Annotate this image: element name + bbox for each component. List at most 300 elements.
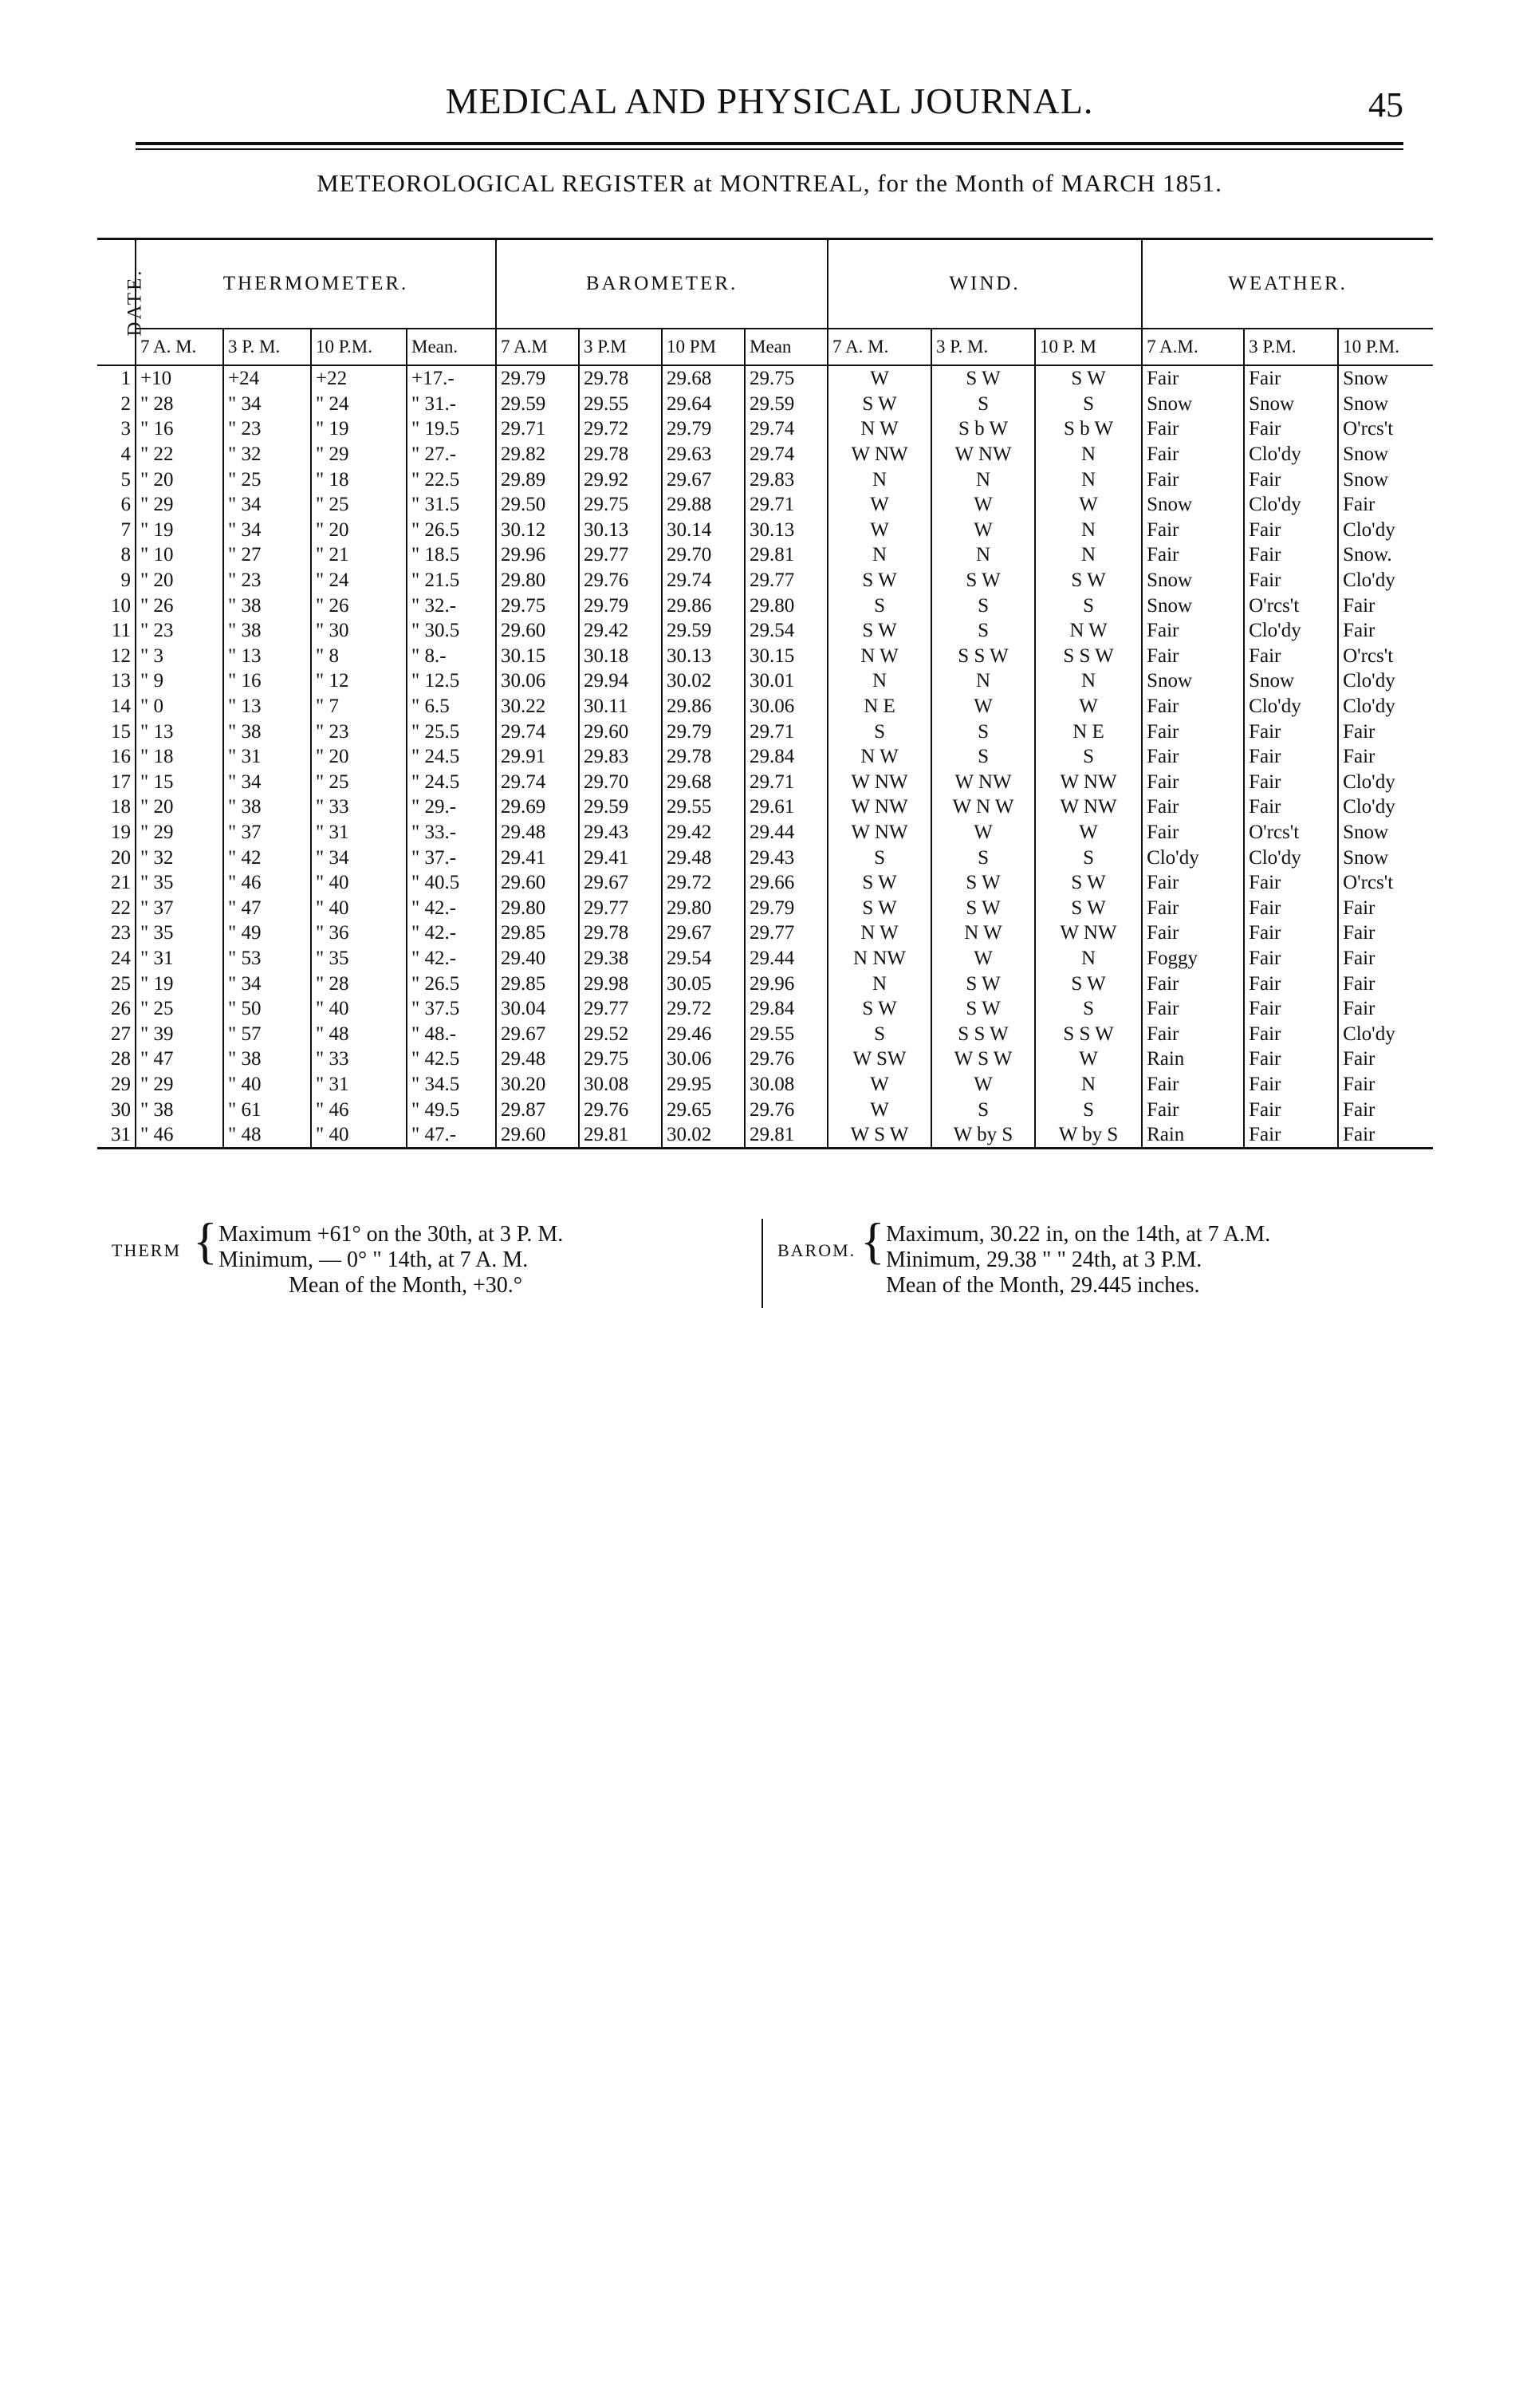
- therm-10pm-cell: " 40: [311, 895, 407, 920]
- weather-7am-cell: Rain: [1142, 1046, 1244, 1072]
- wind-10pm-cell: S W: [1035, 895, 1142, 920]
- wind-10pm-cell: S S W: [1035, 1021, 1142, 1046]
- therm-3pm-cell: +24: [223, 365, 311, 392]
- day-cell: 15: [111, 720, 131, 743]
- day-cell: 1: [120, 368, 131, 390]
- baro-3pm-cell: 29.60: [579, 719, 662, 744]
- wind-10pm-cell: N: [1035, 1072, 1142, 1098]
- subheader-row: [97, 329, 1433, 365]
- day-cell: 30: [111, 1098, 131, 1121]
- weather-3pm-cell: Clo'dy: [1244, 442, 1338, 467]
- weather-10pm-cell: Fair: [1338, 1097, 1433, 1122]
- wind-3pm-cell: S W: [931, 870, 1035, 896]
- wind-3pm-cell: S S W: [931, 1021, 1035, 1046]
- wind-7am-cell: N: [828, 668, 931, 694]
- running-title: MEDICAL AND PHYSICAL JOURNAL.: [445, 81, 1094, 121]
- baro-10pm-cell: 29.63: [662, 442, 745, 467]
- baro-mean-cell: 30.13: [745, 518, 828, 543]
- table-row: [97, 870, 1433, 896]
- table-row: [97, 1021, 1433, 1046]
- therm-7am-cell: " 46: [136, 1122, 223, 1149]
- weather-3pm-cell: Fair: [1244, 568, 1338, 593]
- wind-3pm-cell: W N W: [931, 794, 1035, 820]
- subhead-therm-10pm: 10 P.M.: [311, 329, 407, 365]
- wind-7am-cell: W SW: [828, 1046, 931, 1072]
- weather-3pm-cell: Fair: [1244, 365, 1338, 392]
- day-cell: 28: [111, 1048, 131, 1070]
- subhead-therm-mean: Mean.: [407, 329, 496, 365]
- weather-3pm-cell: Fair: [1244, 1046, 1338, 1072]
- baro-10pm-cell: 29.79: [662, 416, 745, 442]
- wind-7am-cell: W NW: [828, 442, 931, 467]
- subhead-therm-7am: 7 A. M.: [136, 329, 223, 365]
- barom-minimum: Minimum, 29.38 " " 24th, at 3 P.M.: [886, 1247, 1202, 1272]
- therm-10pm-cell: " 46: [311, 1097, 407, 1122]
- table-row: [97, 770, 1433, 795]
- weather-3pm-cell: Fair: [1244, 770, 1338, 795]
- therm-10pm-cell: " 20: [311, 518, 407, 543]
- baro-10pm-cell: 29.86: [662, 593, 745, 618]
- baro-mean-cell: 30.01: [745, 668, 828, 694]
- table-row: [97, 694, 1433, 719]
- therm-7am-cell: " 10: [136, 542, 223, 568]
- wind-10pm-cell: N: [1035, 668, 1142, 694]
- therm-7am-cell: +10: [136, 365, 223, 392]
- wind-7am-cell: N W: [828, 920, 931, 946]
- weather-3pm-cell: Fair: [1244, 946, 1338, 971]
- therm-3pm-cell: " 25: [223, 467, 311, 492]
- weather-10pm-cell: Clo'dy: [1338, 694, 1433, 719]
- wind-7am-cell: N E: [828, 694, 931, 719]
- wind-7am-cell: W S W: [828, 1122, 931, 1149]
- therm-7am-cell: " 23: [136, 618, 223, 644]
- therm-7am-cell: " 0: [136, 694, 223, 719]
- day-cell: 18: [111, 796, 131, 818]
- baro-10pm-cell: 29.68: [662, 770, 745, 795]
- wind-3pm-cell: S S W: [931, 644, 1035, 669]
- table-row: [97, 365, 1433, 392]
- wind-7am-cell: S W: [828, 895, 931, 920]
- baro-3pm-cell: 29.78: [579, 442, 662, 467]
- weather-10pm-cell: Fair: [1338, 492, 1433, 518]
- day-cell: 17: [111, 770, 131, 793]
- therm-3pm-cell: " 50: [223, 996, 311, 1022]
- baro-mean-cell: 29.84: [745, 996, 828, 1022]
- wind-7am-cell: S W: [828, 618, 931, 644]
- wind-3pm-cell: S: [931, 593, 1035, 618]
- baro-10pm-cell: 30.14: [662, 518, 745, 543]
- wind-10pm-cell: S: [1035, 845, 1142, 870]
- wind-3pm-cell: S W: [931, 895, 1035, 920]
- therm-10pm-cell: " 34: [311, 845, 407, 870]
- baro-7am-cell: 30.15: [496, 644, 579, 669]
- weather-7am-cell: Snow: [1142, 668, 1244, 694]
- baro-mean-cell: 29.71: [745, 719, 828, 744]
- baro-7am-cell: 29.85: [496, 971, 579, 996]
- wind-10pm-cell: N: [1035, 518, 1142, 543]
- table-row: [97, 392, 1433, 417]
- wind-7am-cell: S: [828, 845, 931, 870]
- weather-7am-cell: Fair: [1142, 971, 1244, 996]
- day-cell: 29: [111, 1073, 131, 1095]
- therm-mean-cell: " 19.5: [407, 416, 496, 442]
- weather-7am-cell: Foggy: [1142, 946, 1244, 971]
- baro-3pm-cell: 30.11: [579, 694, 662, 719]
- baro-mean-cell: 29.81: [745, 542, 828, 568]
- weather-10pm-cell: Fair: [1338, 971, 1433, 996]
- baro-10pm-cell: 29.95: [662, 1072, 745, 1098]
- wind-7am-cell: S W: [828, 568, 931, 593]
- baro-10pm-cell: 29.74: [662, 568, 745, 593]
- baro-3pm-cell: 29.59: [579, 794, 662, 820]
- baro-7am-cell: 29.80: [496, 895, 579, 920]
- barom-brace-icon: {: [860, 1212, 885, 1269]
- baro-3pm-cell: 29.55: [579, 392, 662, 417]
- therm-3pm-cell: " 37: [223, 820, 311, 845]
- therm-10pm-cell: " 36: [311, 920, 407, 946]
- baro-3pm-cell: 29.72: [579, 416, 662, 442]
- baro-7am-cell: 29.82: [496, 442, 579, 467]
- thermometer-header: THERMOMETER.: [136, 239, 496, 329]
- subhead-therm-3pm: 3 P. M.: [223, 329, 311, 365]
- baro-7am-cell: 29.85: [496, 920, 579, 946]
- weather-7am-cell: Fair: [1142, 1021, 1244, 1046]
- therm-7am-cell: " 19: [136, 971, 223, 996]
- baro-7am-cell: 29.80: [496, 568, 579, 593]
- day-cell: 8: [120, 544, 131, 566]
- baro-3pm-cell: 29.79: [579, 593, 662, 618]
- table-row: [97, 542, 1433, 568]
- baro-mean-cell: 29.76: [745, 1046, 828, 1072]
- baro-mean-cell: 29.83: [745, 467, 828, 492]
- wind-7am-cell: W: [828, 1097, 931, 1122]
- therm-3pm-cell: " 23: [223, 568, 311, 593]
- therm-mean-cell: " 26.5: [407, 518, 496, 543]
- baro-3pm-cell: 29.75: [579, 492, 662, 518]
- day-cell: 31: [97, 1122, 136, 1149]
- baro-7am-cell: 29.75: [496, 593, 579, 618]
- baro-10pm-cell: 29.42: [662, 820, 745, 845]
- table-row: [97, 895, 1433, 920]
- baro-3pm-cell: 29.78: [579, 365, 662, 392]
- therm-3pm-cell: " 27: [223, 542, 311, 568]
- therm-3pm-cell: " 34: [223, 770, 311, 795]
- table-row: [97, 1122, 1433, 1149]
- barom-maximum: Maximum, 30.22 in, on the 14th, at 7 A.M.: [886, 1222, 1271, 1247]
- wind-3pm-cell: S: [931, 744, 1035, 770]
- therm-7am-cell: " 20: [136, 794, 223, 820]
- therm-mean-cell: " 24.5: [407, 770, 496, 795]
- weather-10pm-cell: Fair: [1338, 593, 1433, 618]
- baro-10pm-cell: 29.48: [662, 845, 745, 870]
- therm-7am-cell: " 9: [136, 668, 223, 694]
- wind-7am-cell: N NW: [828, 946, 931, 971]
- therm-summary-label: THERM: [112, 1240, 181, 1260]
- therm-7am-cell: " 3: [136, 644, 223, 669]
- table-row: [97, 568, 1433, 593]
- weather-10pm-cell: Fair: [1338, 744, 1433, 770]
- therm-10pm-cell: " 40: [311, 870, 407, 896]
- wind-10pm-cell: S S W: [1035, 644, 1142, 669]
- baro-7am-cell: 30.04: [496, 996, 579, 1022]
- weather-10pm-cell: Snow: [1338, 845, 1433, 870]
- therm-3pm-cell: " 46: [223, 870, 311, 896]
- baro-10pm-cell: 29.70: [662, 542, 745, 568]
- therm-7am-cell: " 28: [136, 392, 223, 417]
- baro-10pm-cell: 29.88: [662, 492, 745, 518]
- wind-10pm-cell: S: [1035, 744, 1142, 770]
- baro-3pm-cell: 29.92: [579, 467, 662, 492]
- wind-3pm-cell: W: [931, 518, 1035, 543]
- therm-mean-cell: " 30.5: [407, 618, 496, 644]
- baro-mean-cell: 29.66: [745, 870, 828, 896]
- wind-10pm-cell: S W: [1035, 870, 1142, 896]
- baro-7am-cell: 29.71: [496, 416, 579, 442]
- therm-mean-cell: " 33.-: [407, 820, 496, 845]
- therm-3pm-cell: " 38: [223, 618, 311, 644]
- therm-mean-cell: " 25.5: [407, 719, 496, 744]
- wind-header: WIND.: [828, 239, 1142, 329]
- page-number: 45: [1368, 85, 1403, 124]
- baro-mean-cell: 29.59: [745, 392, 828, 417]
- baro-3pm-cell: 30.13: [579, 518, 662, 543]
- barometer-header: BAROMETER.: [496, 239, 828, 329]
- table-row: [97, 1072, 1433, 1098]
- therm-maximum: Maximum +61° on the 30th, at 3 P. M.: [218, 1222, 564, 1247]
- day-cell: 9: [120, 569, 131, 592]
- baro-7am-cell: 29.59: [496, 392, 579, 417]
- wind-7am-cell: S: [828, 593, 931, 618]
- therm-7am-cell: " 29: [136, 492, 223, 518]
- wind-3pm-cell: S: [931, 1097, 1035, 1122]
- subhead-baro-10pm: 10 PM: [662, 329, 745, 365]
- weather-7am-cell: Snow: [1142, 593, 1244, 618]
- wind-3pm-cell: S W: [931, 996, 1035, 1022]
- therm-10pm-cell: " 48: [311, 1021, 407, 1046]
- weather-10pm-cell: Snow: [1338, 392, 1433, 417]
- weather-3pm-cell: Fair: [1244, 971, 1338, 996]
- wind-10pm-cell: W NW: [1035, 920, 1142, 946]
- wind-3pm-cell: W by S: [931, 1122, 1035, 1149]
- baro-3pm-cell: 29.77: [579, 542, 662, 568]
- therm-10pm-cell: " 21: [311, 542, 407, 568]
- therm-3pm-cell: " 42: [223, 845, 311, 870]
- weather-3pm-cell: Fair: [1244, 1072, 1338, 1098]
- table-row: [97, 971, 1433, 996]
- therm-mean-cell: " 32.-: [407, 593, 496, 618]
- weather-7am-cell: Fair: [1142, 895, 1244, 920]
- therm-mean-cell: " 21.5: [407, 568, 496, 593]
- weather-10pm-cell: Clo'dy: [1338, 770, 1433, 795]
- day-cell: 11: [111, 620, 131, 642]
- weather-3pm-cell: Fair: [1244, 996, 1338, 1022]
- baro-mean-cell: 29.74: [745, 416, 828, 442]
- wind-3pm-cell: S: [931, 618, 1035, 644]
- weather-10pm-cell: Snow: [1338, 442, 1433, 467]
- wind-10pm-cell: W: [1035, 820, 1142, 845]
- wind-10pm-cell: N: [1035, 946, 1142, 971]
- baro-7am-cell: 30.20: [496, 1072, 579, 1098]
- table-row: [97, 946, 1433, 971]
- weather-10pm-cell: Snow: [1338, 467, 1433, 492]
- weather-3pm-cell: Fair: [1244, 542, 1338, 568]
- wind-7am-cell: N: [828, 542, 931, 568]
- wind-3pm-cell: S W: [931, 568, 1035, 593]
- baro-mean-cell: 29.44: [745, 820, 828, 845]
- weather-3pm-cell: Fair: [1244, 794, 1338, 820]
- subhead-baro-7am: 7 A.M: [496, 329, 579, 365]
- therm-7am-cell: " 35: [136, 920, 223, 946]
- weather-3pm-cell: Clo'dy: [1244, 694, 1338, 719]
- weather-7am-cell: Fair: [1142, 744, 1244, 770]
- wind-3pm-cell: W: [931, 694, 1035, 719]
- therm-mean-cell: " 42.-: [407, 895, 496, 920]
- baro-7am-cell: 29.89: [496, 467, 579, 492]
- therm-10pm-cell: " 31: [311, 1072, 407, 1098]
- weather-7am-cell: Clo'dy: [1142, 845, 1244, 870]
- baro-3pm-cell: 30.08: [579, 1072, 662, 1098]
- wind-3pm-cell: N W: [931, 920, 1035, 946]
- therm-3pm-cell: " 38: [223, 719, 311, 744]
- weather-10pm-cell: Fair: [1338, 920, 1433, 946]
- table-row: [97, 1046, 1433, 1072]
- baro-7am-cell: 29.67: [496, 1021, 579, 1046]
- wind-10pm-cell: N: [1035, 442, 1142, 467]
- therm-3pm-cell: " 61: [223, 1097, 311, 1122]
- baro-7am-cell: 29.40: [496, 946, 579, 971]
- wind-10pm-cell: S: [1035, 392, 1142, 417]
- day-cell: 24: [111, 947, 131, 969]
- baro-7am-cell: 30.22: [496, 694, 579, 719]
- therm-10pm-cell: " 33: [311, 1046, 407, 1072]
- therm-10pm-cell: " 25: [311, 770, 407, 795]
- baro-3pm-cell: 29.76: [579, 568, 662, 593]
- baro-mean-cell: 30.08: [745, 1072, 828, 1098]
- baro-10pm-cell: 29.67: [662, 467, 745, 492]
- weather-10pm-cell: Fair: [1338, 1072, 1433, 1098]
- table-row: [97, 618, 1433, 644]
- weather-header: WEATHER.: [1142, 239, 1433, 329]
- baro-10pm-cell: 30.02: [662, 1122, 745, 1149]
- therm-3pm-cell: " 57: [223, 1021, 311, 1046]
- weather-10pm-cell: Snow.: [1338, 542, 1433, 568]
- weather-7am-cell: Fair: [1142, 1072, 1244, 1098]
- wind-3pm-cell: W: [931, 946, 1035, 971]
- weather-7am-cell: Fair: [1142, 920, 1244, 946]
- wind-3pm-cell: W NW: [931, 442, 1035, 467]
- baro-10pm-cell: 29.78: [662, 744, 745, 770]
- therm-7am-cell: " 22: [136, 442, 223, 467]
- day-cell: 26: [111, 998, 131, 1020]
- weather-10pm-cell: O'rcs't: [1338, 644, 1433, 669]
- day-cell: 3: [120, 418, 131, 440]
- therm-minimum: Minimum, — 0° " 14th, at 7 A. M.: [218, 1247, 529, 1272]
- therm-3pm-cell: " 38: [223, 593, 311, 618]
- baro-mean-cell: 29.44: [745, 946, 828, 971]
- weather-3pm-cell: Clo'dy: [1244, 845, 1338, 870]
- baro-mean-cell: 29.77: [745, 568, 828, 593]
- weather-10pm-cell: O'rcs't: [1338, 870, 1433, 896]
- weather-10pm-cell: Clo'dy: [1338, 1021, 1433, 1046]
- wind-7am-cell: S: [828, 1021, 931, 1046]
- weather-3pm-cell: Fair: [1244, 870, 1338, 896]
- baro-10pm-cell: 29.68: [662, 365, 745, 392]
- therm-mean: Mean of the Month, +30.°: [289, 1273, 522, 1298]
- weather-7am-cell: Fair: [1142, 618, 1244, 644]
- day-cell: 12: [111, 644, 131, 667]
- baro-3pm-cell: 29.42: [579, 618, 662, 644]
- baro-mean-cell: 29.61: [745, 794, 828, 820]
- baro-3pm-cell: 29.70: [579, 770, 662, 795]
- baro-3pm-cell: 29.98: [579, 971, 662, 996]
- weather-10pm-cell: O'rcs't: [1338, 416, 1433, 442]
- wind-7am-cell: S W: [828, 996, 931, 1022]
- therm-mean-cell: " 18.5: [407, 542, 496, 568]
- wind-3pm-cell: N: [931, 668, 1035, 694]
- subhead-wind-10pm: 10 P. M: [1035, 329, 1142, 365]
- therm-3pm-cell: " 13: [223, 694, 311, 719]
- weather-7am-cell: Fair: [1142, 770, 1244, 795]
- wind-3pm-cell: W: [931, 492, 1035, 518]
- day-cell: 22: [111, 897, 131, 919]
- baro-3pm-cell: 29.43: [579, 820, 662, 845]
- table-row: [97, 744, 1433, 770]
- baro-mean-cell: 29.81: [745, 1122, 828, 1149]
- register-title: METEOROLOGICAL REGISTER at MONTREAL, for the Month of MARCH 1851.: [317, 169, 1222, 197]
- weather-7am-cell: Fair: [1142, 870, 1244, 896]
- weather-10pm-cell: Fair: [1338, 996, 1433, 1022]
- baro-3pm-cell: 29.76: [579, 1097, 662, 1122]
- baro-7am-cell: 29.60: [496, 870, 579, 896]
- baro-3pm-cell: 29.41: [579, 845, 662, 870]
- therm-3pm-cell: " 32: [223, 442, 311, 467]
- baro-mean-cell: 29.96: [745, 971, 828, 996]
- weather-3pm-cell: Snow: [1244, 392, 1338, 417]
- therm-mean-cell: " 37.-: [407, 845, 496, 870]
- wind-3pm-cell: N: [931, 542, 1035, 568]
- therm-3pm-cell: " 34: [223, 392, 311, 417]
- baro-7am-cell: 29.69: [496, 794, 579, 820]
- therm-mean-cell: " 49.5: [407, 1097, 496, 1122]
- barom-summary-label: BAROM.: [777, 1240, 856, 1260]
- wind-7am-cell: S W: [828, 392, 931, 417]
- wind-3pm-cell: S: [931, 719, 1035, 744]
- date-column-header: [97, 239, 146, 366]
- baro-7am-cell: 30.06: [496, 668, 579, 694]
- weather-10pm-cell: Fair: [1338, 895, 1433, 920]
- therm-10pm-cell: " 7: [311, 694, 407, 719]
- therm-7am-cell: " 31: [136, 946, 223, 971]
- baro-10pm-cell: 29.54: [662, 946, 745, 971]
- wind-3pm-cell: S: [931, 845, 1035, 870]
- baro-10pm-cell: 29.55: [662, 794, 745, 820]
- baro-10pm-cell: 29.65: [662, 1097, 745, 1122]
- table-row: [97, 593, 1433, 618]
- baro-10pm-cell: 29.80: [662, 895, 745, 920]
- wind-10pm-cell: S W: [1035, 971, 1142, 996]
- wind-7am-cell: S: [828, 719, 931, 744]
- wind-10pm-cell: W NW: [1035, 794, 1142, 820]
- table-row: [97, 1097, 1433, 1122]
- wind-3pm-cell: W NW: [931, 770, 1035, 795]
- baro-mean-cell: 29.71: [745, 492, 828, 518]
- therm-10pm-cell: " 33: [311, 794, 407, 820]
- baro-mean-cell: 29.74: [745, 442, 828, 467]
- weather-3pm-cell: Fair: [1244, 1122, 1338, 1149]
- therm-mean-cell: " 12.5: [407, 668, 496, 694]
- baro-7am-cell: 30.12: [496, 518, 579, 543]
- baro-7am-cell: 29.96: [496, 542, 579, 568]
